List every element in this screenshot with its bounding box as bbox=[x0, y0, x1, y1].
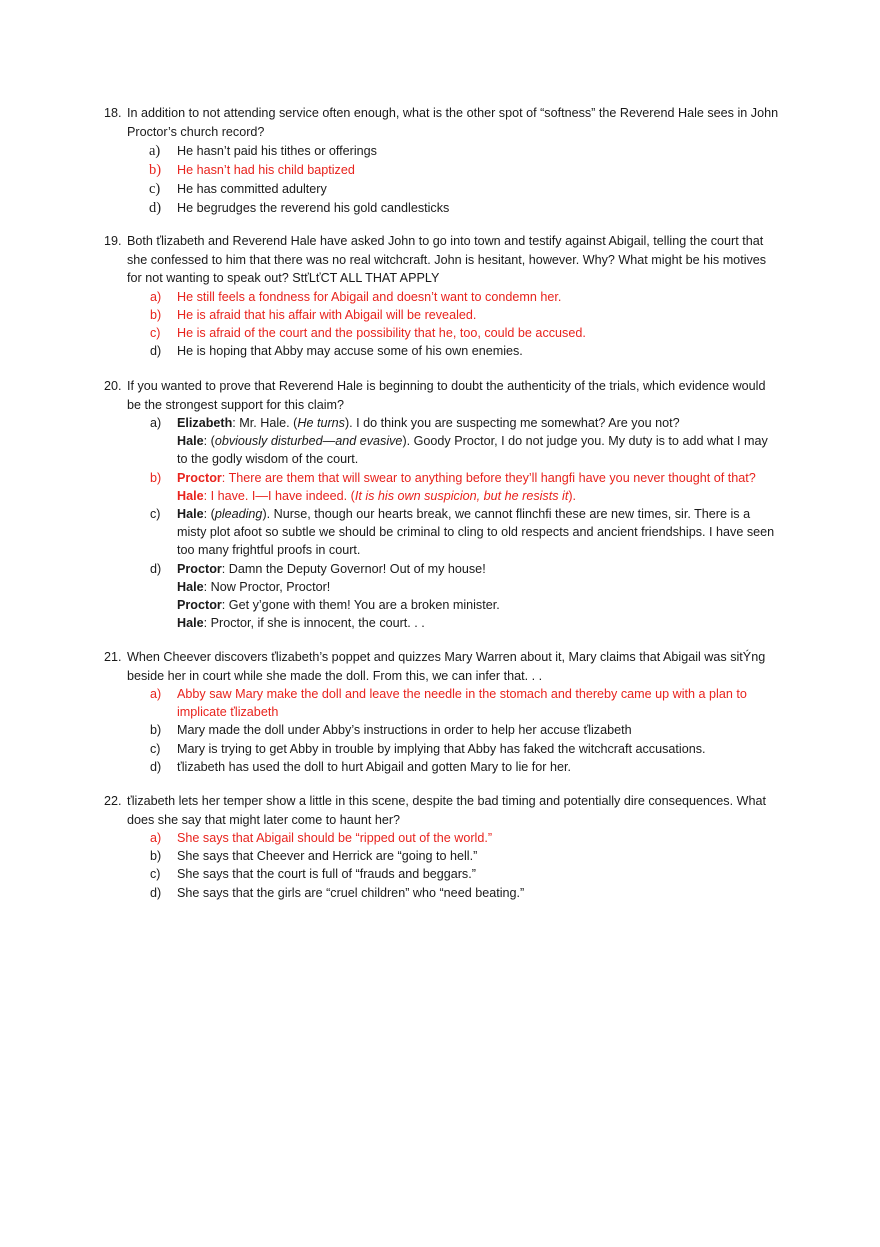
option-letter: d) bbox=[150, 561, 162, 576]
option-letter: a) bbox=[150, 416, 162, 430]
option-letter: b) bbox=[150, 307, 162, 322]
dialogue-text: : Get y’gone with them! You are a broken minister. bbox=[221, 598, 500, 613]
option-a-correct bbox=[104, 685, 780, 721]
dialogue-text: ). Goody Proctor, I do not judge you. My duty is to add what I may to the godly wisdom of the court. bbox=[177, 434, 768, 467]
option-letter: d) bbox=[149, 200, 162, 216]
speaker: Proctor bbox=[177, 598, 222, 613]
question-21 bbox=[104, 648, 780, 776]
option-letter: a) bbox=[149, 143, 161, 159]
speaker: Elizabeth bbox=[177, 416, 233, 430]
option-text: She says that the court is full of “frauds and beggars.” bbox=[177, 867, 476, 882]
dialogue-text: : ( bbox=[203, 434, 215, 449]
option-letter: c) bbox=[149, 181, 161, 197]
dialogue-line bbox=[177, 614, 780, 632]
option-letter: b) bbox=[150, 470, 162, 485]
dialogue-text: : Damn the Deputy Governor! Out of my house! bbox=[221, 561, 486, 576]
stage-direction: It is his own suspicion, but he resists it bbox=[354, 488, 569, 503]
option-text: He still feels a fondness for Abigail and doesn’t want to condemn her. bbox=[177, 289, 562, 304]
dialogue-line bbox=[177, 596, 780, 614]
option-letter: d) bbox=[150, 759, 162, 774]
option-letter: c) bbox=[150, 325, 161, 340]
dialogue-line bbox=[177, 578, 780, 596]
dialogue-text: : Proctor, if she is innocent, the court. . . bbox=[203, 616, 425, 631]
option-letter: c) bbox=[150, 507, 161, 522]
question-22 bbox=[104, 792, 780, 902]
option-c bbox=[104, 740, 780, 758]
dialogue-line bbox=[177, 560, 780, 578]
option-c-correct bbox=[104, 324, 780, 342]
option-b-correct bbox=[104, 306, 780, 324]
option-a bbox=[104, 142, 780, 161]
option-text: ťlizabeth has used the doll to hurt Abigail and gotten Mary to lie for her. bbox=[177, 759, 571, 774]
speaker: Proctor bbox=[177, 561, 222, 576]
option-text: He is afraid of the court and the possibility that he, too, could be accused. bbox=[177, 325, 586, 340]
speaker: Hale bbox=[177, 488, 204, 503]
option-letter: c) bbox=[150, 741, 161, 756]
question-18 bbox=[104, 104, 780, 218]
question-stem bbox=[104, 792, 780, 829]
dialogue-line bbox=[177, 505, 780, 560]
dialogue-text: ). bbox=[568, 488, 577, 503]
option-letter: d) bbox=[150, 885, 162, 900]
option-text: He begrudges the reverend his gold candlesticks bbox=[177, 201, 450, 215]
option-text: She says that Cheever and Herrick are “going to hell.” bbox=[177, 849, 478, 864]
option-letter: a) bbox=[150, 831, 162, 845]
dialogue-text: ). I do think you are suspecting me somewhat? Are you not? bbox=[344, 416, 680, 430]
option-text: He is hoping that Abby may accuse some of his own enemies. bbox=[177, 344, 523, 359]
question-stem bbox=[104, 232, 780, 288]
dialogue-text: ). Nurse, though our hearts break, we cannot flinchﬁ these are new times, sir. There is a misty plot afoot so subtle we should be criminal to cling to old respects and ancient friendships. I have seen too many frightful proofs in court. bbox=[177, 507, 775, 558]
dialogue-line bbox=[177, 487, 780, 505]
speaker: Proctor bbox=[177, 470, 222, 485]
speaker: Hale bbox=[177, 507, 204, 522]
option-text: He hasn’t paid his tithes or offerings bbox=[177, 144, 377, 158]
stage-direction: obviously disturbed—and evasive bbox=[214, 434, 403, 449]
option-d bbox=[104, 560, 780, 633]
question-number: 21. bbox=[104, 650, 122, 664]
option-a bbox=[104, 414, 780, 469]
speaker: Hale bbox=[177, 616, 204, 631]
option-d bbox=[104, 342, 780, 360]
dialogue-text: : There are them that will swear to anything before they’ll hangﬁ have you never thought of that? bbox=[221, 470, 756, 485]
option-text: Mary made the doll under Abby’s instructions in order to help her accuse ťlizabeth bbox=[177, 723, 632, 738]
question-text: If you wanted to prove that Reverend Hale is beginning to doubt the authenticity of the trials, which evidence would be the strongest support for this claim? bbox=[127, 379, 766, 412]
option-text: He has committed adultery bbox=[177, 182, 327, 196]
question-stem bbox=[104, 377, 780, 414]
option-a-correct bbox=[104, 288, 780, 306]
question-number: 20. bbox=[104, 379, 122, 393]
option-text: She says that Abigail should be “ripped out of the world.” bbox=[177, 831, 493, 845]
option-text: She says that the girls are “cruel children” who “need beating.” bbox=[177, 885, 525, 900]
option-d bbox=[104, 199, 780, 218]
question-text: Both ťlizabeth and Reverend Hale have asked John to go into town and testify against Abigail, telling the court that she confessed to him that there was no real witchcraft. John is hesitant, however. Why? What might be his motives for not wanting to speak out? StťLťCT ALL THAT APPLY bbox=[127, 234, 767, 285]
dialogue-text: : Now Proctor, Proctor! bbox=[203, 579, 331, 594]
option-letter: c) bbox=[150, 867, 161, 882]
dialogue-text: : I have. I—I have indeed. ( bbox=[203, 488, 355, 503]
option-letter: b) bbox=[149, 162, 162, 178]
option-b bbox=[104, 847, 780, 865]
option-letter: d) bbox=[150, 344, 162, 359]
question-text: ťlizabeth lets her temper show a little in this scene, despite the bad timing and potentially dire consequences. What does she say that might later come to haunt her? bbox=[127, 794, 766, 827]
option-b-correct bbox=[104, 469, 780, 505]
dialogue-text: : ( bbox=[203, 507, 215, 522]
question-19 bbox=[104, 232, 780, 360]
speaker: Hale bbox=[177, 434, 204, 449]
option-text: He is afraid that his affair with Abigail will be revealed. bbox=[177, 307, 477, 322]
question-stem bbox=[104, 104, 780, 141]
dialogue-line bbox=[177, 432, 780, 468]
question-text: In addition to not attending service often enough, what is the other spot of “softness” the Reverend Hale sees in John Proctor’s church record? bbox=[127, 106, 779, 139]
dialogue-line bbox=[177, 469, 780, 487]
speaker: Hale bbox=[177, 579, 204, 594]
question-number: 18. bbox=[104, 106, 122, 120]
stage-direction: pleading bbox=[214, 507, 263, 522]
option-letter: a) bbox=[150, 687, 162, 701]
option-b-correct bbox=[104, 161, 780, 180]
option-letter: b) bbox=[150, 849, 162, 864]
question-stem bbox=[104, 648, 780, 685]
dialogue-text: : Mr. Hale. ( bbox=[232, 416, 298, 430]
option-c bbox=[104, 505, 780, 560]
option-b bbox=[104, 721, 780, 739]
option-text: He hasn’t had his child baptized bbox=[177, 163, 355, 177]
question-text: When Cheever discovers ťlizabeth’s poppet and quizzes Mary Warren about it, Mary claims that Abigail was sitÝng beside her in court while she made the doll. From this, we can infer that. . . bbox=[127, 650, 766, 683]
question-20 bbox=[104, 377, 780, 632]
option-text: Abby saw Mary make the doll and leave the needle in the stomach and thereby came up with a plan to implicate ťlizabeth bbox=[177, 687, 747, 720]
question-number: 22. bbox=[104, 794, 122, 808]
stage-direction: He turns bbox=[297, 416, 345, 430]
option-c bbox=[104, 180, 780, 199]
dialogue-line bbox=[177, 414, 780, 432]
option-c bbox=[104, 865, 780, 883]
option-d bbox=[104, 758, 780, 776]
question-number: 19. bbox=[104, 234, 122, 248]
option-letter: a) bbox=[150, 289, 162, 304]
option-text: Mary is trying to get Abby in trouble by implying that Abby has faked the witchcraft accusations. bbox=[177, 741, 706, 756]
option-letter: b) bbox=[150, 723, 162, 738]
option-a-correct bbox=[104, 829, 780, 847]
option-d bbox=[104, 884, 780, 902]
